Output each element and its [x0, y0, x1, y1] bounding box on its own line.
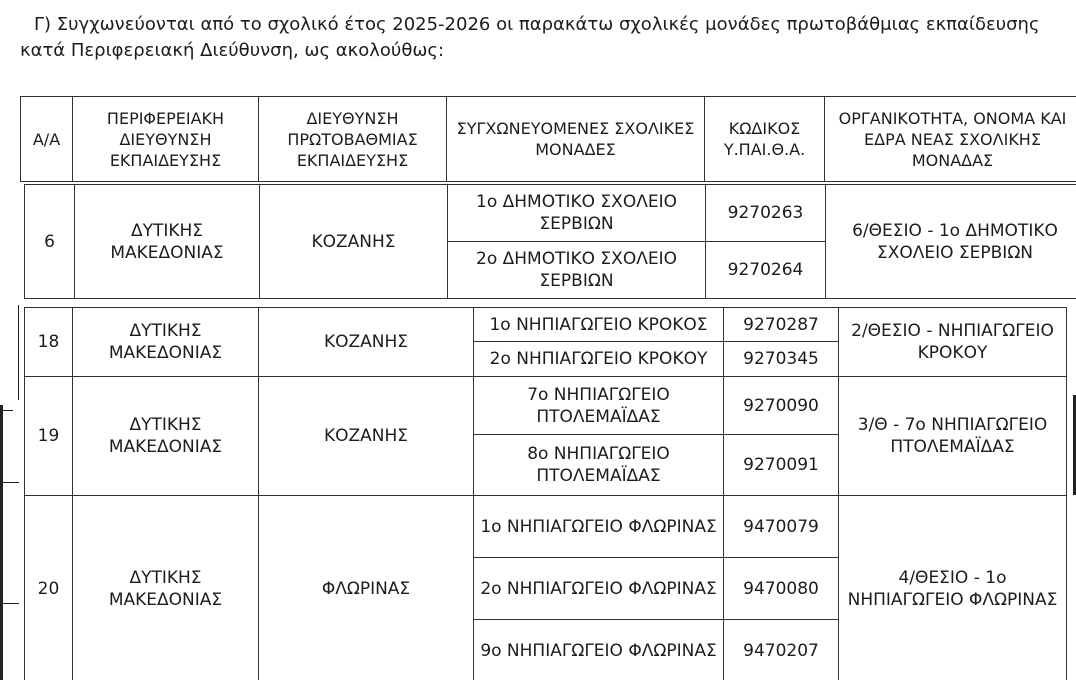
table-block-18-20: [24, 307, 1067, 680]
row-directorate: ΚΟΖΑΝΗΣ: [260, 185, 448, 299]
school-name: 2ο ΝΗΠΙΑΓΩΓΕΙΟ ΚΡΟΚΟΥ: [474, 342, 724, 377]
new-unit: 6/ΘΕΣΙΟ - 1ο ΔΗΜΟΤΙΚΟ ΣΧΟΛΕΙΟ ΣΕΡΒΙΩΝ: [826, 185, 1076, 299]
table-header: [20, 96, 1076, 182]
intro-paragraph: [20, 12, 1076, 64]
row-region: ΔΥΤΙΚΗΣ ΜΑΚΕΔΟΝΙΑΣ: [73, 496, 259, 680]
school-name: 1ο ΝΗΠΙΑΓΩΓΕΙΟ ΦΛΩΡΙΝΑΣ: [474, 496, 724, 558]
school-code: 9470080: [724, 558, 839, 620]
table-row: [25, 377, 1067, 435]
row-aa: 20: [25, 496, 73, 680]
school-name: 1ο ΔΗΜΟΤΙΚΟ ΣΧΟΛΕΙΟ ΣΕΡΒΙΩΝ: [448, 185, 706, 242]
header-code: ΚΩΔΙΚΟΣ Υ.ΠΑΙ.Θ.Α.: [705, 97, 825, 182]
school-name: 1ο ΝΗΠΙΑΓΩΓΕΙΟ ΚΡΟΚΟΣ: [474, 308, 724, 342]
header-row: [21, 97, 1076, 182]
row-aa: 19: [25, 377, 73, 496]
school-name: 8ο ΝΗΠΙΑΓΩΓΕΙΟ ΠΤΟΛΕΜΑΪΔΑΣ: [474, 435, 724, 496]
table-row: [25, 308, 1067, 342]
school-name: 2ο ΝΗΠΙΑΓΩΓΕΙΟ ΦΛΩΡΙΝΑΣ: [474, 558, 724, 620]
intro-line-2: κατά Περιφερειακή Διεύθυνση, ως ακολούθως:: [20, 40, 445, 61]
row-directorate: ΦΛΩΡΙΝΑΣ: [259, 496, 474, 680]
school-name: 7ο ΝΗΠΙΑΓΩΓΕΙΟ ΠΤΟΛΕΜΑΪΔΑΣ: [474, 377, 724, 435]
header-new-unit: ΟΡΓΑΝΙΚΟΤΗΤΑ, ΟΝΟΜΑ ΚΑΙ ΕΔΡΑ ΝΕΑΣ ΣΧΟΛΙΚΗΣ ΜΟΝΑΔΑΣ: [825, 97, 1076, 182]
new-unit: 4/ΘΕΣΙΟ - 1ο ΝΗΠΙΑΓΩΓΕΙΟ ΦΛΩΡΙΝΑΣ: [839, 496, 1067, 680]
row-aa: 6: [25, 185, 75, 299]
table-row: [25, 185, 1076, 242]
school-code: 9470079: [724, 496, 839, 558]
header-directorate: ΔΙΕΥΘΥΝΣΗ ΠΡΩΤΟΒΑΘΜΙΑΣ ΕΚΠΑΙΔΕΥΣΗΣ: [259, 97, 447, 182]
scan-artifact-left-tick: [3, 410, 13, 411]
school-name: 9ο ΝΗΠΙΑΓΩΓΕΙΟ ΦΛΩΡΙΝΑΣ: [474, 620, 724, 680]
school-code: 9270263: [706, 185, 826, 242]
scan-artifact-left-tick: [3, 603, 19, 604]
school-code: 9270090: [724, 377, 839, 435]
row-directorate: ΚΟΖΑΝΗΣ: [259, 308, 474, 377]
scan-artifact-left-bar: [0, 405, 3, 680]
table-block-6: [24, 184, 1076, 299]
scan-artifact-left-tick: [3, 482, 19, 483]
school-code: 9270264: [706, 242, 826, 299]
new-unit: 2/ΘΕΣΙΟ - ΝΗΠΙΑΓΩΓΕΙΟ ΚΡΟΚΟΥ: [839, 308, 1067, 377]
school-code: 9470207: [724, 620, 839, 680]
school-code: 9270287: [724, 308, 839, 342]
scan-artifact-left-stub: [18, 305, 19, 400]
row-aa: 18: [25, 308, 73, 377]
table-row: [25, 496, 1067, 558]
intro-line-1: Γ) Συγχωνεύονται από το σχολικό έτος 2025-2026 οι παρακάτω σχολικές μονάδες πρωτοβάθμιας εκπαίδευσης: [34, 14, 1040, 35]
header-region: ΠΕΡΙΦΕΡΕΙΑΚΗ ΔΙΕΥΘΥΝΣΗ ΕΚΠΑΙΔΕΥΣΗΣ: [73, 97, 259, 182]
new-unit: 3/Θ - 7ο ΝΗΠΙΑΓΩΓΕΙΟ ΠΤΟΛΕΜΑΪΔΑΣ: [839, 377, 1067, 496]
header-aa: Α/Α: [21, 97, 73, 182]
row-region: ΔΥΤΙΚΗΣ ΜΑΚΕΔΟΝΙΑΣ: [73, 308, 259, 377]
row-region: ΔΥΤΙΚΗΣ ΜΑΚΕΔΟΝΙΑΣ: [73, 377, 259, 496]
row-region: ΔΥΤΙΚΗΣ ΜΑΚΕΔΟΝΙΑΣ: [75, 185, 260, 299]
header-merged-schools: ΣΥΓΧΩΝΕΥΟΜΕΝΕΣ ΣΧΟΛΙΚΕΣ ΜΟΝΑΔΕΣ: [447, 97, 705, 182]
school-code: 9270091: [724, 435, 839, 496]
school-name: 2ο ΔΗΜΟΤΙΚΟ ΣΧΟΛΕΙΟ ΣΕΡΒΙΩΝ: [448, 242, 706, 299]
row-directorate: ΚΟΖΑΝΗΣ: [259, 377, 474, 496]
school-code: 9270345: [724, 342, 839, 377]
